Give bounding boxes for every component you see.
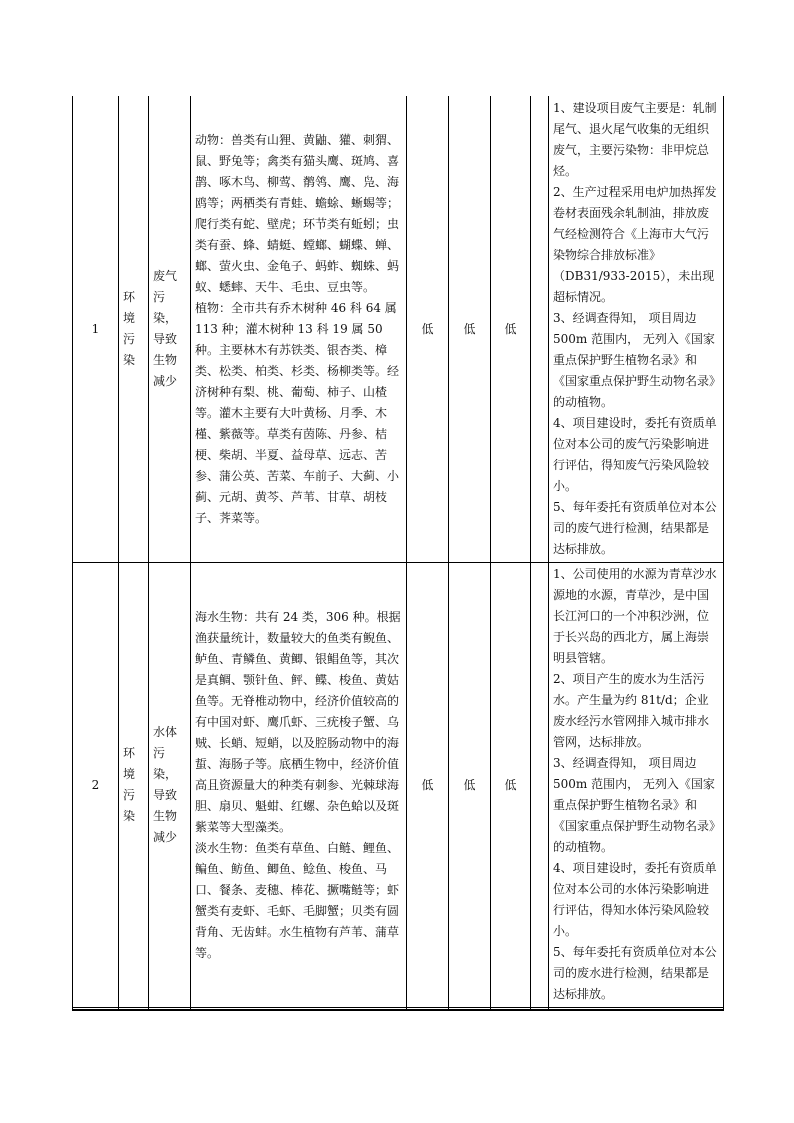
- environment-description: [191, 96, 407, 563]
- environment-paragraph: 淡水生物：鱼类有草鱼、白鲢、鲤鱼、鳊鱼、鲂鱼、鲫鱼、鲶鱼、梭鱼、马口、餐条、麦穗、棒花、撅嘴鲢等；虾蟹类有麦虾、毛虾、毛脚蟹；贝类有圆背角、无齿蚌。水生植物有芦苇、蒲草等。: [195, 840, 400, 960]
- spacer-cell: [531, 96, 549, 563]
- measure-item: 3、经调查得知， 项目周边 500m 范围内， 无列入《国家重点保护野生植物名录》和《国家重点保护野生动物名录》的动植物。: [553, 756, 716, 854]
- measure-item: 4、项目建设时，委托有资质单位对本公司的水体污染影响进行评估，得知水体污染风险较小。: [553, 861, 717, 938]
- risk-level: 低: [491, 563, 531, 1008]
- risk-category: 环境污染: [119, 563, 149, 1008]
- control-measures: [549, 96, 724, 563]
- measure-item: 2、生产过程采用电炉加热挥发卷材表面残余轧制油，排放废气经检测符合《上海市大气污染物综合排放标准》（DB31/933-2015），未出现超标情况。: [553, 185, 717, 304]
- table-bottom-rule: [73, 1008, 724, 1011]
- environment-paragraph: 海水生物：共有 24 类，306 种。根据渔获量统计，数量较大的鱼类有鲵鱼、鲈鱼、青鳞鱼、黄鲫、银鲳鱼等，其次是真鲷、颚针鱼、鲆、鲽、梭鱼、黄姑鱼等。无脊椎动物中，经济价值较高的有中国对虾、鹰爪虾、三疣梭子蟹、乌贼、长蛸、短蛸，以及腔肠动物中的海蜇、海肠子等。底栖生物中，经济价值高且资源量大的种类有刺参、光棘球海胆、扇贝、魁蚶、红螺、杂色蛤以及斑紫菜等大型藻类。: [195, 609, 401, 834]
- environment-description: [191, 563, 407, 1008]
- risk-level: 低: [449, 563, 491, 1008]
- risk-level: 低: [449, 96, 491, 563]
- risk-effect: 废气污染，导致生物减少: [149, 96, 191, 563]
- risk-level: 低: [407, 96, 449, 563]
- measure-item: 4、项目建设时，委托有资质单位对本公司的废气污染影响进行评估，得知废气污染风险较小。: [553, 416, 717, 493]
- environment-paragraph: 植物：全市共有乔木树种 46 科 64 属 113 种；灌木树种 13 科 19 属 50 种。主要林木有苏铁类、银杏类、樟类、松类、柏类、杉类、杨柳类等。经济树种有梨、桃、葡萄、柿子、山楂等。灌木主要有大叶黄杨、月季、木槿、紫薇等。草类有茵陈、丹参、桔梗、柴胡、半夏、益母草、远志、苦参、蒲公英、苦菜、车前子、大蓟、小蓟、元胡、黄芩、芦苇、甘草、胡枝子、荠菜等。: [195, 300, 400, 525]
- environment-paragraph: 动物：兽类有山狸、黄鼬、獾、刺猬、鼠、野兔等；禽类有猫头鹰、斑鸠、喜鹊、啄木鸟、柳莺、鹡鸰、鹰、凫、海鸥等；两栖类有青蛙、蟾蜍、蜥蜴等；爬行类有蛇、壁虎；环节类有蚯蚓；虫类有蚕、蜂、蜻蜓、螳螂、蝴蝶、蝉、螂、萤火虫、金龟子、蚂蚱、蜘蛛、蚂蚁、蟋蟀、天牛、毛虫、豆虫等。: [195, 132, 400, 294]
- spacer-cell: [531, 563, 549, 1008]
- measure-item: 2、项目产生的废水为生活污水。产生量为约 81t/d；企业废水经污水管网排入城市排水管网，达标排放。: [553, 672, 710, 749]
- risk-category: 环境污染: [119, 96, 149, 563]
- table-row: [73, 563, 724, 1008]
- environmental-risk-table: [72, 96, 724, 1011]
- control-measures: [549, 563, 724, 1008]
- table-row: [73, 96, 724, 563]
- measure-item: 5、每年委托有资质单位对本公司的废气进行检测，结果都是达标排放。: [553, 500, 717, 556]
- measure-item: 5、每年委托有资质单位对本公司的废水进行检测，结果都是达标排放。: [553, 945, 717, 1001]
- measure-item: 1、建设项目废气主要是：轧制尾气、退火尾气收集的无组织废气，主要污染物：非甲烷总烃。: [553, 101, 717, 178]
- row-number: 2: [73, 563, 119, 1008]
- risk-level: 低: [407, 563, 449, 1008]
- measure-item: 3、经调查得知， 项目周边 500m 范围内， 无列入《国家重点保护野生植物名录》和《国家重点保护野生动物名录》的动植物。: [553, 311, 716, 409]
- risk-level: 低: [491, 96, 531, 563]
- measure-item: 1、公司使用的水源为青草沙水源地的水源，青草沙，是中国长江河口的一个冲积沙洲，位于长兴岛的西北方，属上海崇明县管辖。: [553, 567, 717, 665]
- row-number: 1: [73, 96, 119, 563]
- risk-effect: 水体污染，导致生物减少: [149, 563, 191, 1008]
